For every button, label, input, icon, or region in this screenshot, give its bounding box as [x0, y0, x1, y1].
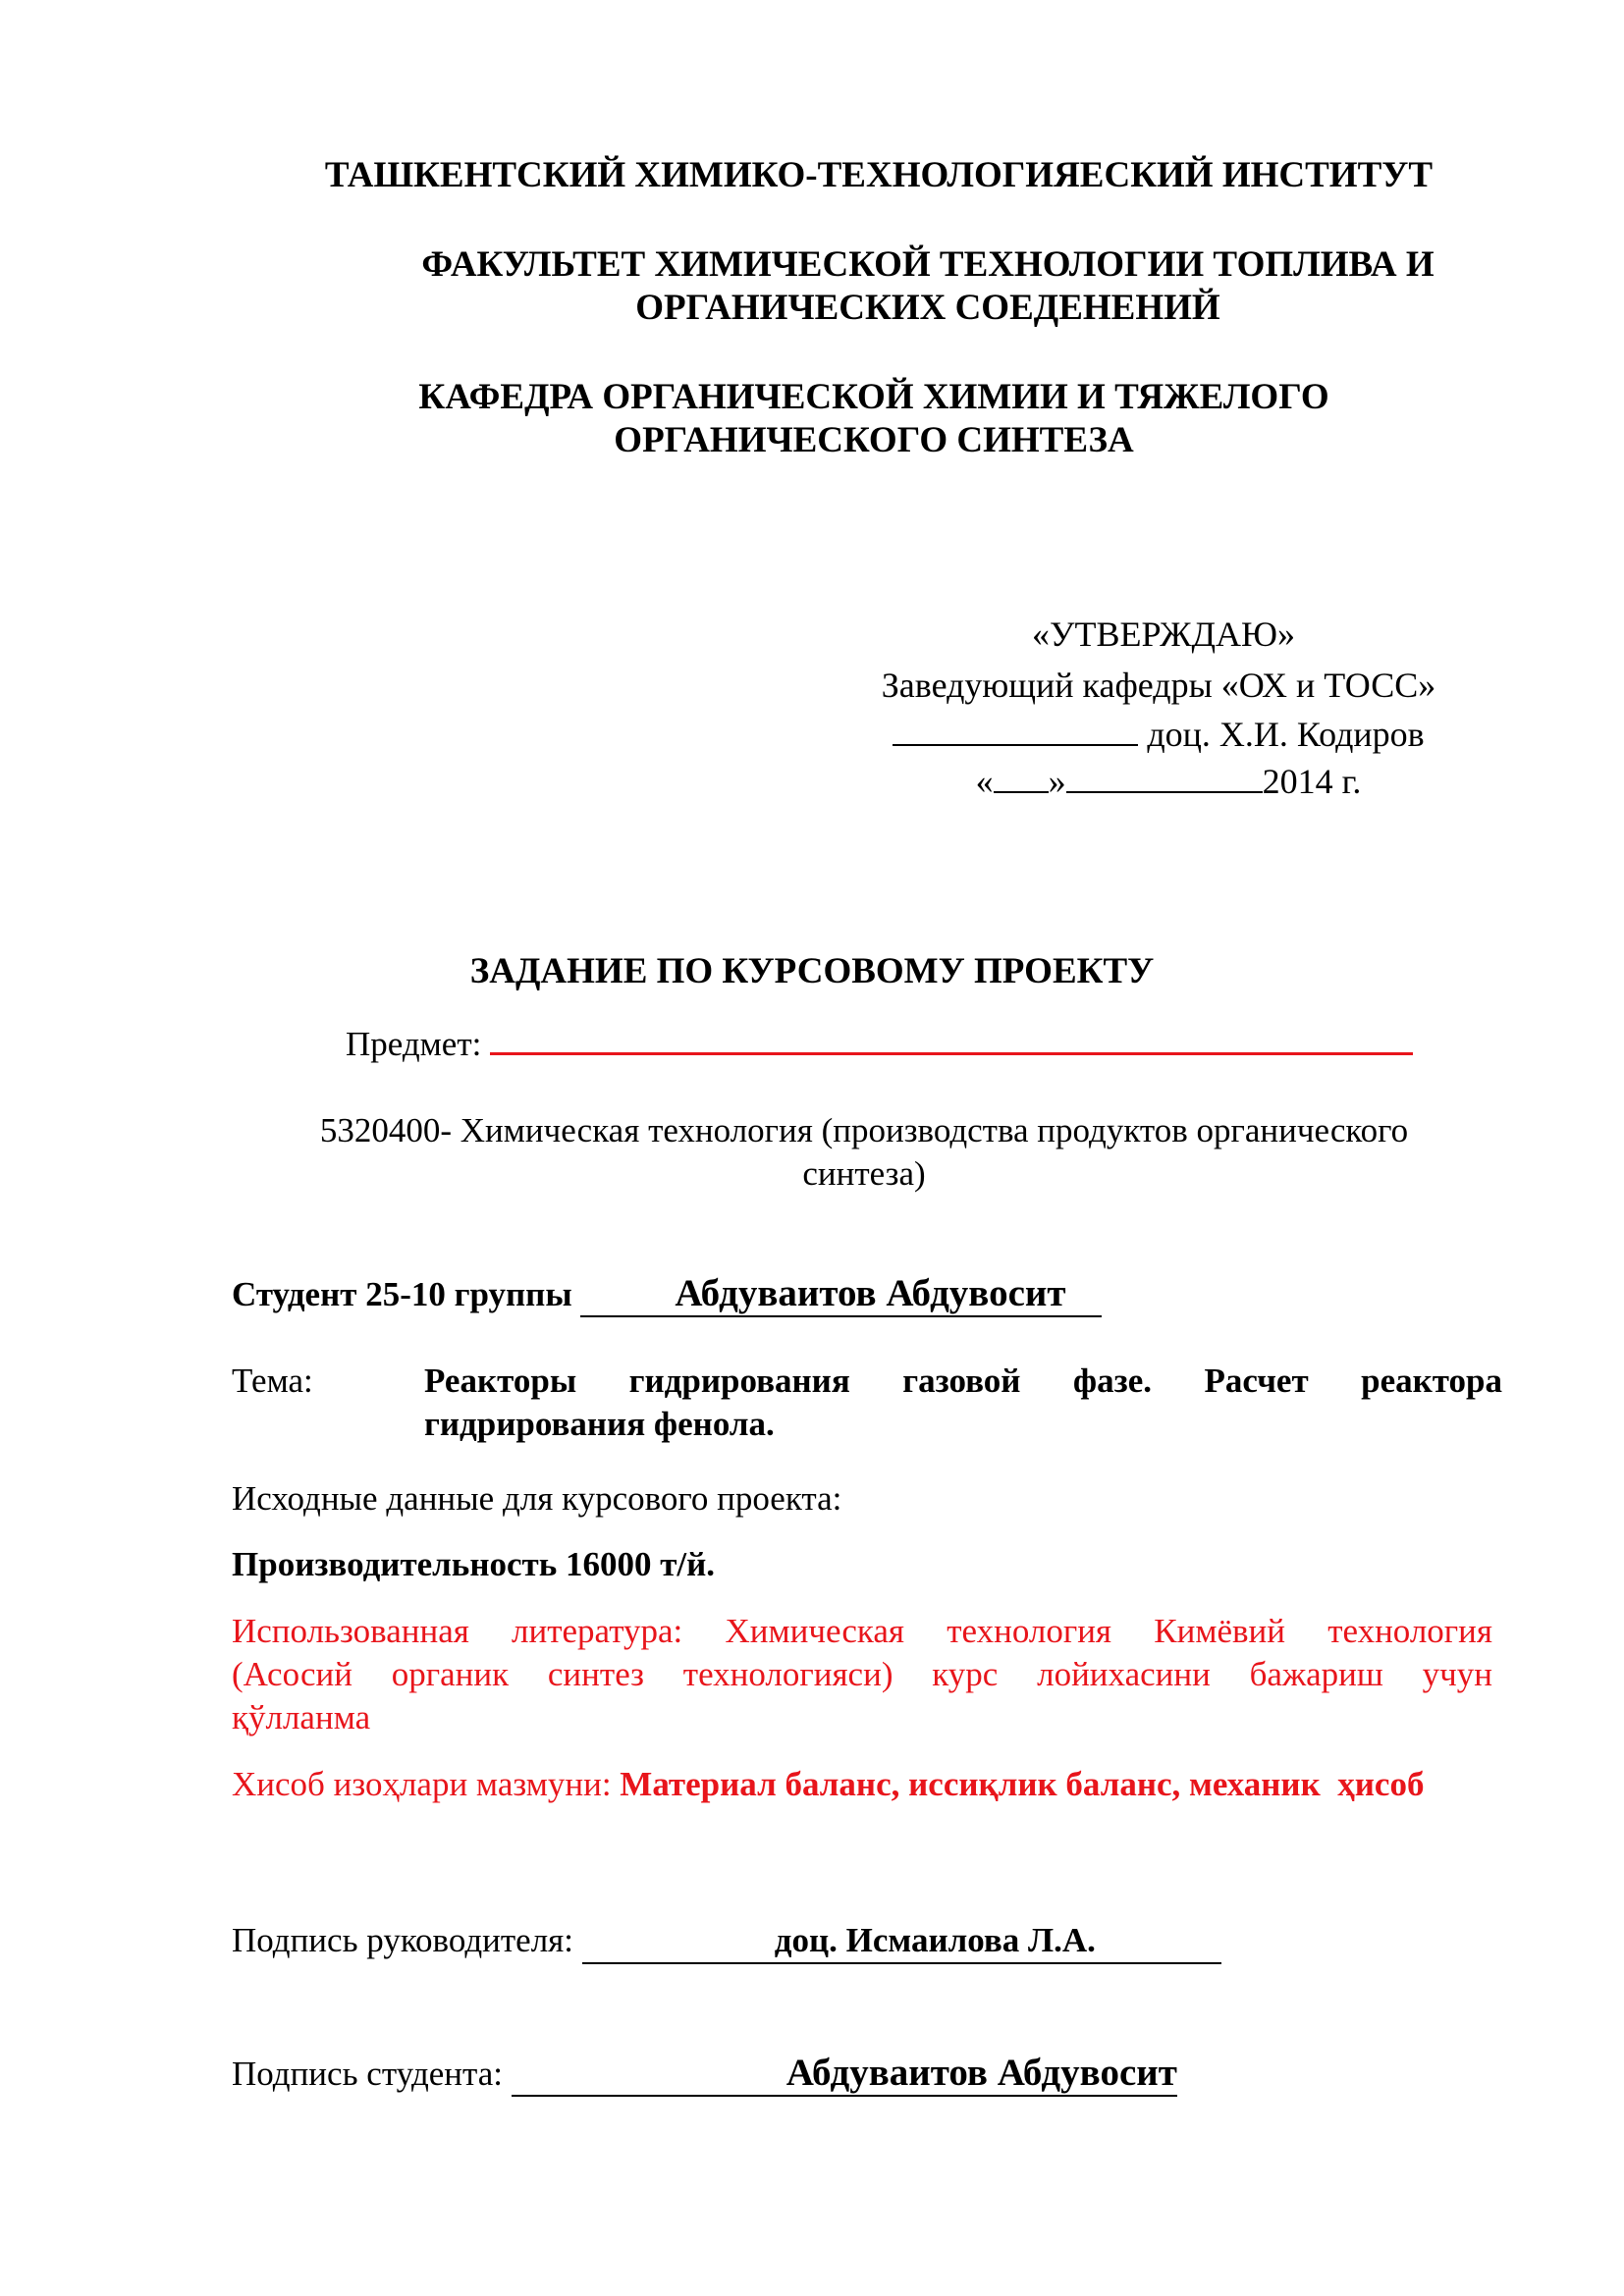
student-signature-name: Абдуваитов Абдувосит	[785, 2052, 1177, 2094]
date-quote-close: »	[1048, 762, 1066, 801]
approval-position: Заведующий кафедры «ОХ и ТОСС»	[881, 666, 1436, 705]
literature-line-1: Использованная литература: Химическая технология Кимёвий технология	[232, 1612, 1492, 1650]
supervisor-label: Подпись руководителя:	[232, 1921, 573, 1959]
faculty-line-1: ФАКУЛЬТЕТ ХИМИЧЕСКОЙ ТЕХНОЛОГИИ ТОПЛИВА И	[421, 244, 1435, 285]
approval-signer: доц. Х.И. Кодиров	[1147, 715, 1425, 754]
subject-blank	[490, 1021, 1413, 1055]
student-name: Абдуваитов Абдувосит	[675, 1272, 1066, 1314]
source-data-label: Исходные данные для курсового проекта:	[232, 1479, 842, 1518]
topic-line-1: Реакторы гидрирования газовой фазе. Расчет реактора	[424, 1362, 1502, 1400]
approval-signer-line	[844, 711, 1473, 758]
department-line-1: КАФЕДРА ОРГАНИЧЕСКОЙ ХИМИИ И ТЯЖЕЛОГО	[418, 377, 1329, 417]
approval-date-line	[844, 758, 1473, 805]
supervisor-name-field	[582, 1919, 1221, 1964]
approval-block	[844, 609, 1473, 805]
student-row	[232, 1272, 1102, 1317]
faculty-line-2: ОРГАНИЧЕСКИХ СОЕДЕНЕНИЙ	[635, 288, 1220, 328]
subject-row	[346, 1021, 1413, 1066]
faculty-name	[363, 243, 1492, 330]
approval-year: 2014 г.	[1262, 762, 1362, 801]
supervisor-name: доц. Исмаилова Л.А.	[774, 1921, 1096, 1959]
student-signature-label: Подпись студента:	[232, 2055, 504, 2093]
institute-name: ТАШКЕНТСКИЙ ХИМИКО-ТЕХНОЛОГИЯЕСКИЙ ИНСТИТУТ	[324, 155, 1434, 195]
student-name-field	[580, 1272, 1101, 1317]
productivity: Производительность 16000 т/й.	[232, 1545, 716, 1583]
calc-label: Хисоб изоҳлари мазмуни:	[232, 1765, 612, 1803]
literature	[232, 1610, 1492, 1739]
month-blank	[1066, 762, 1263, 793]
literature-line-3: қўлланма	[232, 1698, 371, 1736]
topic-line-2: гидрирования фенола.	[424, 1405, 775, 1443]
date-quote-open: «	[975, 762, 994, 801]
student-label: Студент 25-10 группы	[232, 1275, 572, 1313]
subject-label: Предмет:	[346, 1025, 482, 1063]
student-signature-row	[232, 2052, 1177, 2097]
department-line-2: ОРГАНИЧЕСКОГО СИНТЕЗА	[614, 420, 1134, 460]
topic-label: Тема:	[232, 1362, 313, 1400]
department-name	[363, 376, 1384, 462]
signature-blank	[893, 715, 1138, 746]
student-signature-field	[512, 2052, 1177, 2097]
specialty-line-1: 5320400- Химическая технология (производства продуктов органического	[319, 1111, 1409, 1149]
calc-row	[232, 1763, 1424, 1806]
approval-heading: «УТВЕРЖДАЮ»	[1031, 614, 1296, 654]
day-blank	[994, 762, 1049, 793]
assignment-title: ЗАДАНИЕ ПО КУРСОВОМУ ПРОЕКТУ	[469, 951, 1155, 991]
topic	[424, 1360, 1502, 1446]
supervisor-signature-row	[232, 1919, 1221, 1964]
literature-line-2: (Асосий органик синтез технологияси) курс лойихасини бажариш учун	[232, 1655, 1492, 1693]
calc-content: Материал баланс, иссиқлик баланс, механик ҳисоб	[620, 1765, 1425, 1803]
specialty	[226, 1109, 1502, 1196]
specialty-line-2: синтеза)	[802, 1154, 926, 1193]
